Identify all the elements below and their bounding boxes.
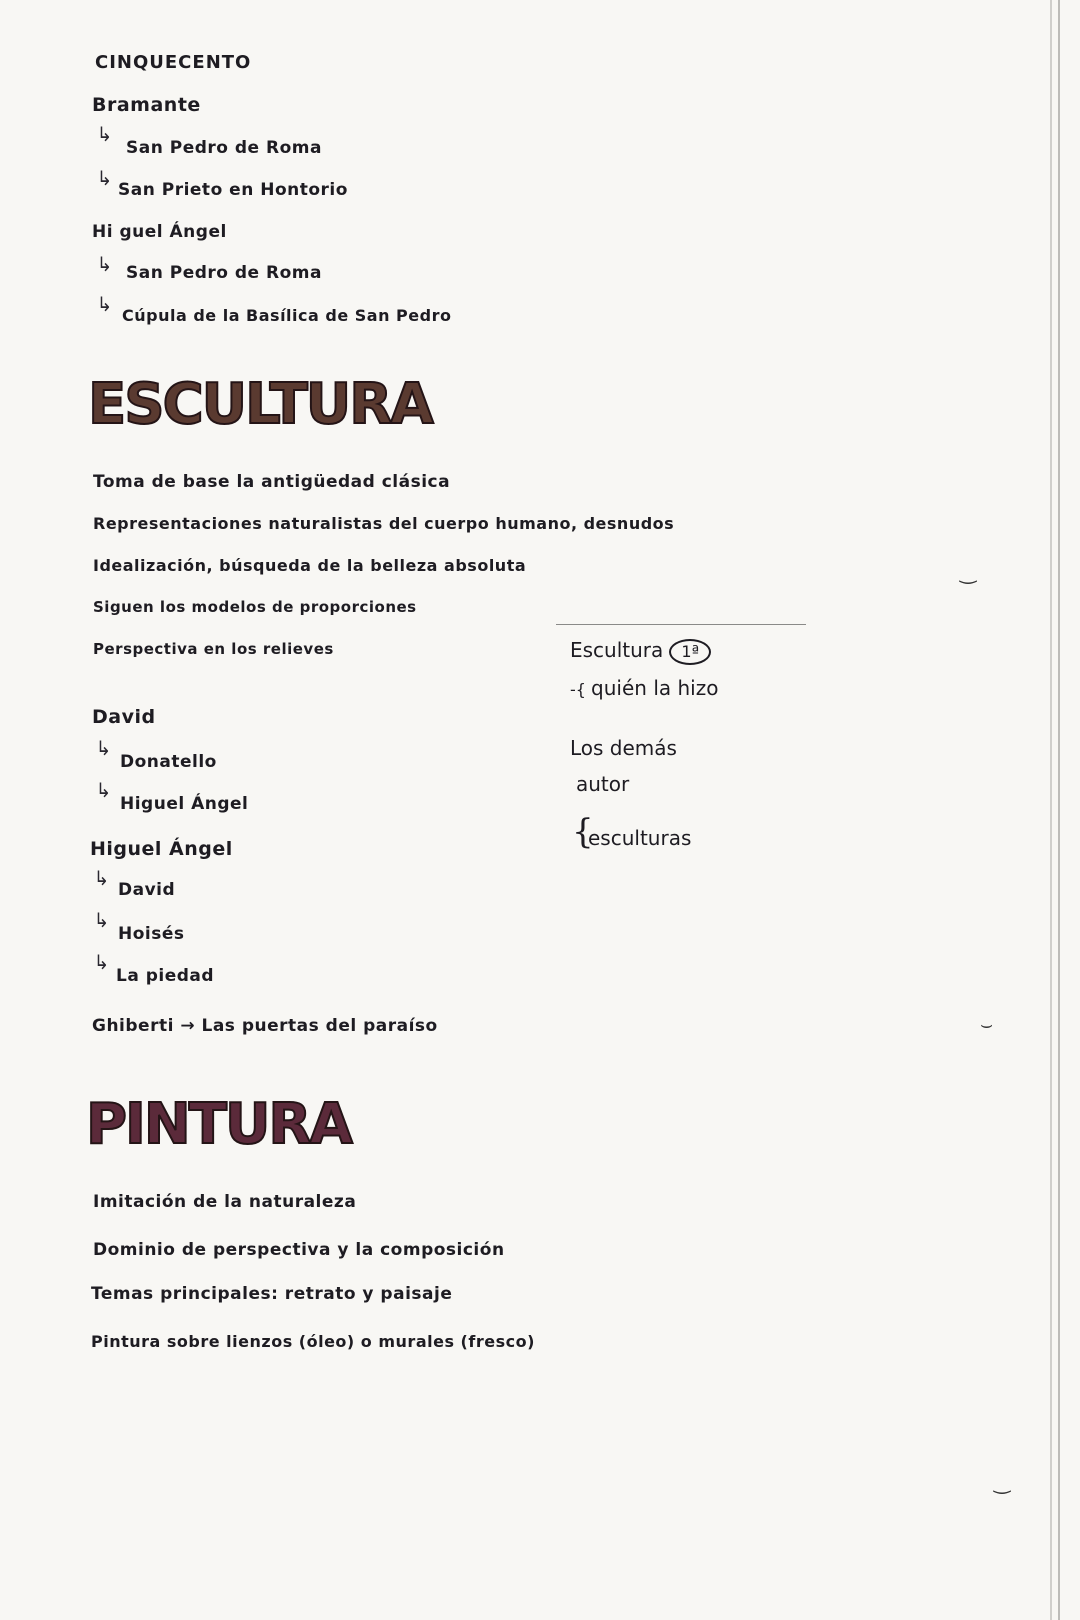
sculptor-name: Higuel Ángel: [90, 838, 233, 860]
brace-icon: {: [572, 812, 594, 852]
escultura-heading: ESCULTURA: [88, 372, 432, 437]
return-arrow-icon: ↳: [93, 866, 109, 890]
pintura-point: Temas principales: retrato y paisaje: [91, 1284, 453, 1304]
pintura-point: Imitación de la naturaleza: [93, 1192, 357, 1212]
note-line: -{ quién la hizo: [570, 676, 719, 700]
return-arrow-icon: ↳: [95, 778, 111, 802]
note-line: esculturas: [588, 826, 692, 850]
margin-mark: ‿: [960, 560, 977, 584]
work-item: San Prieto en Hontorio: [118, 180, 348, 200]
return-arrow-icon: ↳: [93, 950, 109, 974]
margin-mark: ‿: [994, 1470, 1011, 1494]
architect-name: Bramante: [92, 94, 201, 116]
return-arrow-icon: ↳: [95, 736, 111, 760]
note-divider: [556, 624, 806, 625]
sculptor-item: Higuel Ángel: [120, 794, 249, 814]
architect-name: Hi guel Ángel: [92, 222, 227, 242]
work-item: David: [118, 880, 176, 900]
margin-mark: ⌣: [980, 1012, 994, 1036]
work-item: Cúpula de la Basílica de San Pedro: [122, 306, 452, 325]
return-arrow-icon: ↳: [93, 908, 109, 932]
work-item: La piedad: [116, 966, 215, 986]
pintura-point: Dominio de perspectiva y la composición: [93, 1240, 505, 1260]
section-title: CINQUECENTO: [95, 52, 252, 73]
return-arrow-icon: ↳: [96, 292, 112, 316]
page-edge: [1050, 0, 1052, 1620]
note-line: Escultura 1ª: [570, 638, 711, 665]
note-line: Los demás: [570, 736, 677, 760]
escultura-point: Toma de base la antigüedad clásica: [93, 472, 451, 492]
escultura-point: Representaciones naturalistas del cuerpo humano, desnudos: [93, 514, 675, 533]
circled-number: 1ª: [669, 639, 711, 665]
work-item: Hoisés: [118, 924, 185, 944]
return-arrow-icon: ↳: [96, 252, 112, 276]
escultura-point: Siguen los modelos de proporciones: [93, 598, 417, 616]
note-bullet: -{: [570, 680, 592, 699]
escultura-point: Idealización, búsqueda de la belleza absoluta: [93, 556, 527, 575]
pintura-heading: PINTURA: [86, 1092, 351, 1157]
sculptor-item: Donatello: [120, 752, 217, 772]
page-edge: [1058, 0, 1060, 1620]
note-line: autor: [576, 772, 630, 796]
pintura-point: Pintura sobre lienzos (óleo) o murales (fresco): [91, 1332, 535, 1351]
escultura-point: Perspectiva en los relieves: [93, 640, 334, 658]
ghiberti-line: Ghiberti → Las puertas del paraíso: [92, 1016, 438, 1036]
return-arrow-icon: ↳: [96, 166, 112, 190]
sculpture-name: David: [92, 706, 156, 728]
return-arrow-icon: ↳: [96, 122, 112, 146]
work-item: San Pedro de Roma: [126, 263, 322, 283]
work-item: San Pedro de Roma: [126, 138, 322, 158]
